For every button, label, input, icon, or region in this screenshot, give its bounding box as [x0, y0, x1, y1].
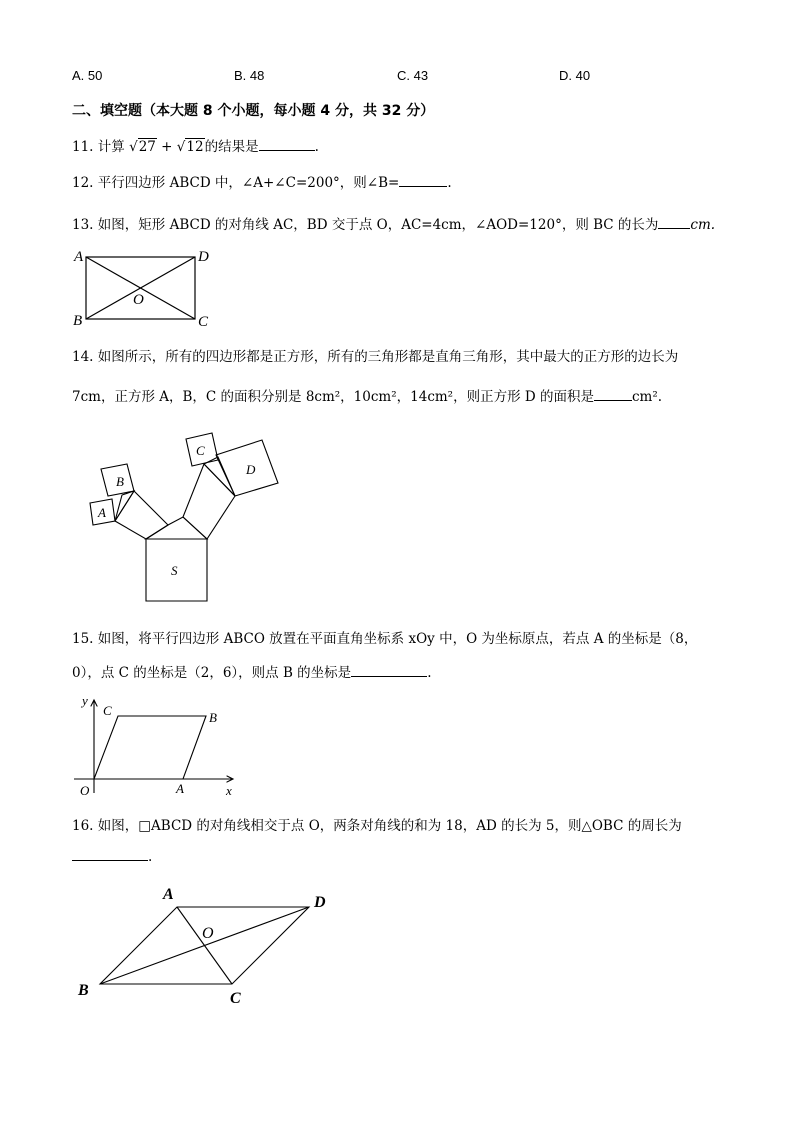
section-heading: 二、填空题（本大题 8 个小题，每小题 4 分，共 32 分）	[72, 103, 435, 119]
q16-end: .	[148, 849, 153, 865]
q16-label-a: A	[163, 886, 174, 903]
q13-label-c: C	[198, 314, 209, 330]
q13-label-o: O	[133, 292, 144, 308]
q11-end: .	[314, 139, 319, 155]
option-a: A. 50	[72, 68, 103, 83]
q13-number: 13.	[72, 217, 94, 233]
q15-label-o: O	[80, 783, 90, 798]
option-d: D. 40	[559, 68, 591, 83]
q14-line2: 7cm，正方形 A，B，C 的面积分别是 8cm²，10cm²，14cm²，则正方形 D 的面积是	[72, 389, 594, 405]
q11-plus: +	[161, 139, 173, 155]
q11-radical-2: √12	[176, 139, 204, 155]
q16-text: 如图，□ABCD 的对角线相交于点 O，两条对角线的和为 18，AD 的长为 5，则△OBC 的周长为	[97, 818, 682, 834]
option-c: C. 43	[397, 68, 429, 83]
q16-label-d: D	[314, 894, 326, 911]
q11-number: 11.	[72, 139, 94, 155]
q14-unit: cm².	[632, 389, 663, 405]
q14-label-s: S	[171, 563, 178, 578]
q15-label-c: C	[103, 703, 112, 718]
q15-line2: 0），点 C 的坐标是（2，6），则点 B 的坐标是	[72, 665, 352, 681]
q16-label-o: O	[202, 925, 214, 942]
q11-prefix: 计算	[97, 139, 125, 155]
q14-number: 14.	[72, 349, 94, 365]
q13-unit: cm.	[690, 217, 716, 233]
q11-suffix: 的结果是	[204, 139, 259, 155]
q16-diagonal-bd	[100, 907, 309, 984]
q13-text: 如图，矩形 ABCD 的对角线 AC，BD 交于点 O，AC=4cm，∠AOD=120°，则 BC 的长为	[97, 217, 659, 233]
q11-radicand-1: 27	[138, 139, 156, 155]
q13-label-d: D	[198, 249, 209, 265]
q15-line1: 如图，将平行四边形 ABCO 放置在平面直角坐标系 xOy 中，O 为坐标原点，若点 A 的坐标是（8，	[97, 631, 698, 647]
q16-label-c: C	[230, 990, 241, 1007]
q12-number: 12.	[72, 175, 94, 191]
q14-label-a: A	[98, 505, 106, 520]
q14-line1: 如图所示，所有的四边形都是正方形，所有的三角形都是直角三角形，其中最大的正方形的边长为	[97, 349, 679, 365]
q14-label-b: B	[116, 474, 124, 489]
q15-number: 15.	[72, 631, 94, 647]
q16-number: 16.	[72, 818, 94, 834]
q15-end: .	[427, 665, 432, 681]
q11-radical-1: √27	[129, 139, 156, 155]
q12-text: 平行四边形 ABCD 中，∠A+∠C=200°，则∠B=	[97, 175, 400, 191]
q15-label-b: B	[209, 710, 217, 725]
q16-label-b: B	[78, 982, 89, 999]
q14-label-d: D	[246, 462, 256, 477]
q11-radicand-2: 12	[186, 139, 204, 155]
option-b: B. 48	[234, 68, 265, 83]
q14-label-c: C	[196, 443, 205, 458]
q13-label-b: B	[73, 313, 83, 329]
q15-label-y: y	[82, 693, 88, 708]
q15-label-a: A	[176, 781, 184, 796]
q12-end: .	[447, 175, 452, 191]
q15-label-x: x	[226, 783, 232, 798]
q13-label-a: A	[74, 249, 84, 265]
